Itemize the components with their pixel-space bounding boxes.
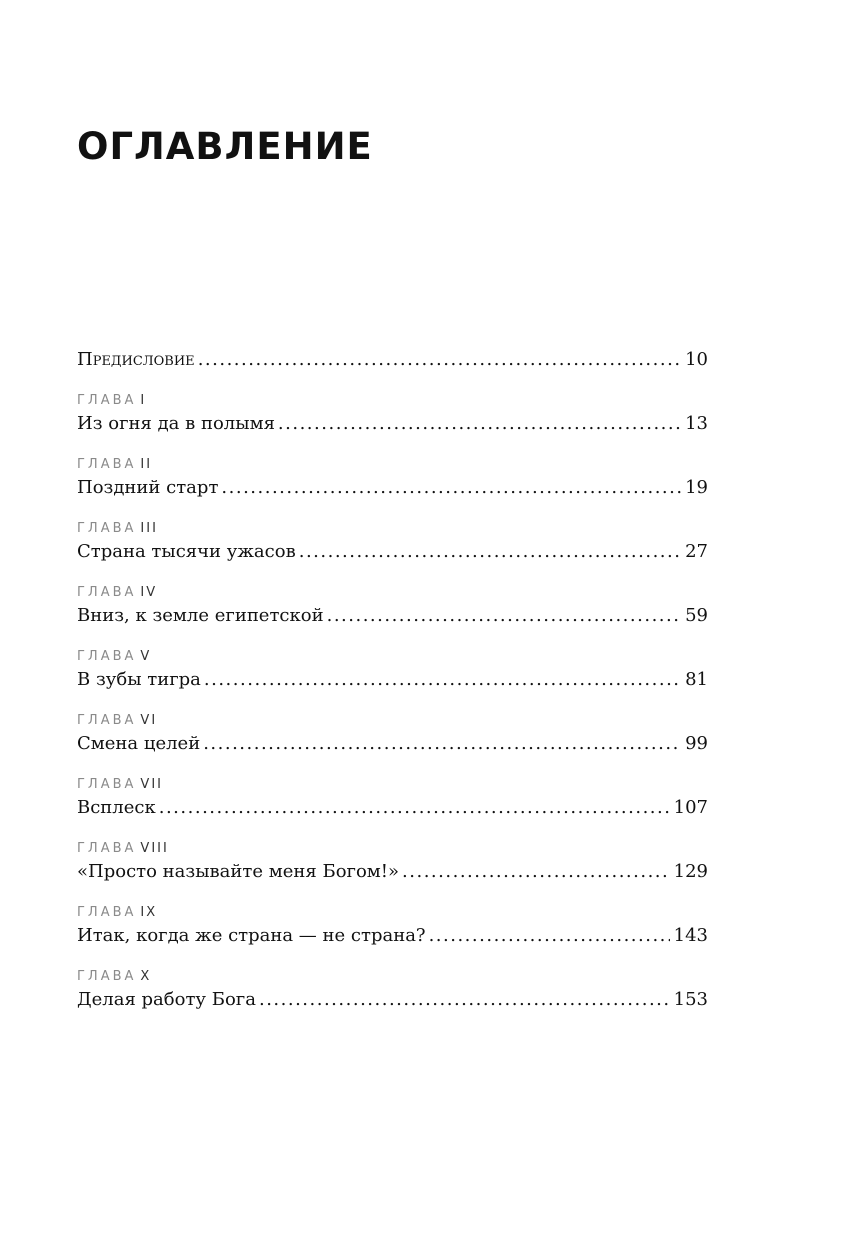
toc-entry — [77, 922, 708, 950]
toc-entry-title: Страна тысячи ужасов — [77, 541, 296, 562]
chapter-word: ГЛАВА — [77, 841, 137, 856]
toc-entry-title: Всплеск — [77, 797, 156, 818]
toc-entry — [77, 986, 708, 1014]
dot-leader — [198, 346, 681, 374]
toc-entry-page: 129 — [673, 861, 708, 882]
toc-chapter-7[interactable] — [77, 776, 708, 822]
chapter-word: ГЛАВА — [77, 905, 137, 920]
toc-entry-page: 59 — [685, 605, 708, 626]
toc-chapter-9[interactable] — [77, 904, 708, 950]
dot-leader — [204, 666, 681, 694]
toc-entry-page: 10 — [685, 349, 708, 370]
chapter-number: VII — [140, 777, 163, 792]
dot-leader — [221, 474, 681, 502]
toc-entry-page: 107 — [673, 797, 708, 818]
table-of-contents — [77, 346, 708, 1014]
toc-entry-title: Итак, когда же страна — не страна? — [77, 925, 426, 946]
chapter-number: II — [140, 457, 153, 472]
chapter-label — [77, 392, 708, 410]
dot-leader — [299, 538, 681, 566]
chapter-number: I — [140, 393, 147, 408]
toc-chapter-6[interactable] — [77, 712, 708, 758]
chapter-label — [77, 648, 708, 666]
dot-leader — [259, 986, 670, 1014]
chapter-word: ГЛАВА — [77, 521, 137, 536]
toc-chapter-2[interactable] — [77, 456, 708, 502]
chapter-number: V — [140, 649, 152, 664]
toc-entry-title: Из огня да в полымя — [77, 413, 275, 434]
toc-entry-title: Поздний старт — [77, 477, 219, 498]
chapter-number: X — [140, 969, 152, 984]
chapter-label — [77, 584, 708, 602]
toc-entry-page: 143 — [673, 925, 708, 946]
chapter-word: ГЛАВА — [77, 585, 137, 600]
chapter-word: ГЛАВА — [77, 777, 137, 792]
toc-entry-title: Смена целей — [77, 733, 201, 754]
toc-entry — [77, 410, 708, 438]
dot-leader — [429, 922, 670, 950]
toc-entry-page: 19 — [685, 477, 708, 498]
chapter-label — [77, 520, 708, 538]
chapter-word: ГЛАВА — [77, 713, 137, 728]
toc-entry-title: Вниз, к земле египетской — [77, 605, 324, 626]
page-title: ОГЛАВЛЕНИЕ — [77, 125, 373, 168]
toc-chapter-5[interactable] — [77, 648, 708, 694]
dot-leader — [402, 858, 670, 886]
toc-entry-title: Предисловие — [77, 349, 195, 370]
chapter-word: ГЛАВА — [77, 457, 137, 472]
toc-chapter-10[interactable] — [77, 968, 708, 1014]
chapter-word: ГЛАВА — [77, 393, 137, 408]
dot-leader — [203, 730, 681, 758]
toc-entry — [77, 858, 708, 886]
toc-entry-page: 27 — [685, 541, 708, 562]
chapter-number: III — [140, 521, 158, 536]
chapter-number: IV — [140, 585, 158, 600]
dot-leader — [327, 602, 682, 630]
toc-entry-title: В зубы тигра — [77, 669, 201, 690]
chapter-label — [77, 904, 708, 922]
toc-entry-page: 81 — [685, 669, 708, 690]
toc-entry-page: 13 — [685, 413, 708, 434]
toc-entry — [77, 474, 708, 502]
toc-chapter-1[interactable] — [77, 392, 708, 438]
toc-entry-page: 153 — [673, 989, 708, 1010]
toc-entry — [77, 794, 708, 822]
chapter-label — [77, 968, 708, 986]
chapter-word: ГЛАВА — [77, 969, 137, 984]
toc-entry — [77, 730, 708, 758]
toc-chapter-8[interactable] — [77, 840, 708, 886]
toc-chapter-3[interactable] — [77, 520, 708, 566]
chapter-label — [77, 840, 708, 858]
chapter-number: VIII — [140, 841, 169, 856]
chapter-label — [77, 456, 708, 474]
chapter-number: VI — [140, 713, 158, 728]
chapter-number: IX — [140, 905, 158, 920]
chapter-word: ГЛАВА — [77, 649, 137, 664]
toc-entry-page: 99 — [685, 733, 708, 754]
toc-entry — [77, 602, 708, 630]
toc-entry — [77, 538, 708, 566]
toc-entry-title: Делая работу Бога — [77, 989, 256, 1010]
dot-leader — [278, 410, 681, 438]
chapter-label — [77, 712, 708, 730]
toc-entry — [77, 666, 708, 694]
chapter-label — [77, 776, 708, 794]
toc-chapter-4[interactable] — [77, 584, 708, 630]
toc-entry-preface[interactable] — [77, 346, 708, 374]
toc-entry-title: «Просто называйте меня Богом!» — [77, 861, 400, 882]
dot-leader — [159, 794, 670, 822]
